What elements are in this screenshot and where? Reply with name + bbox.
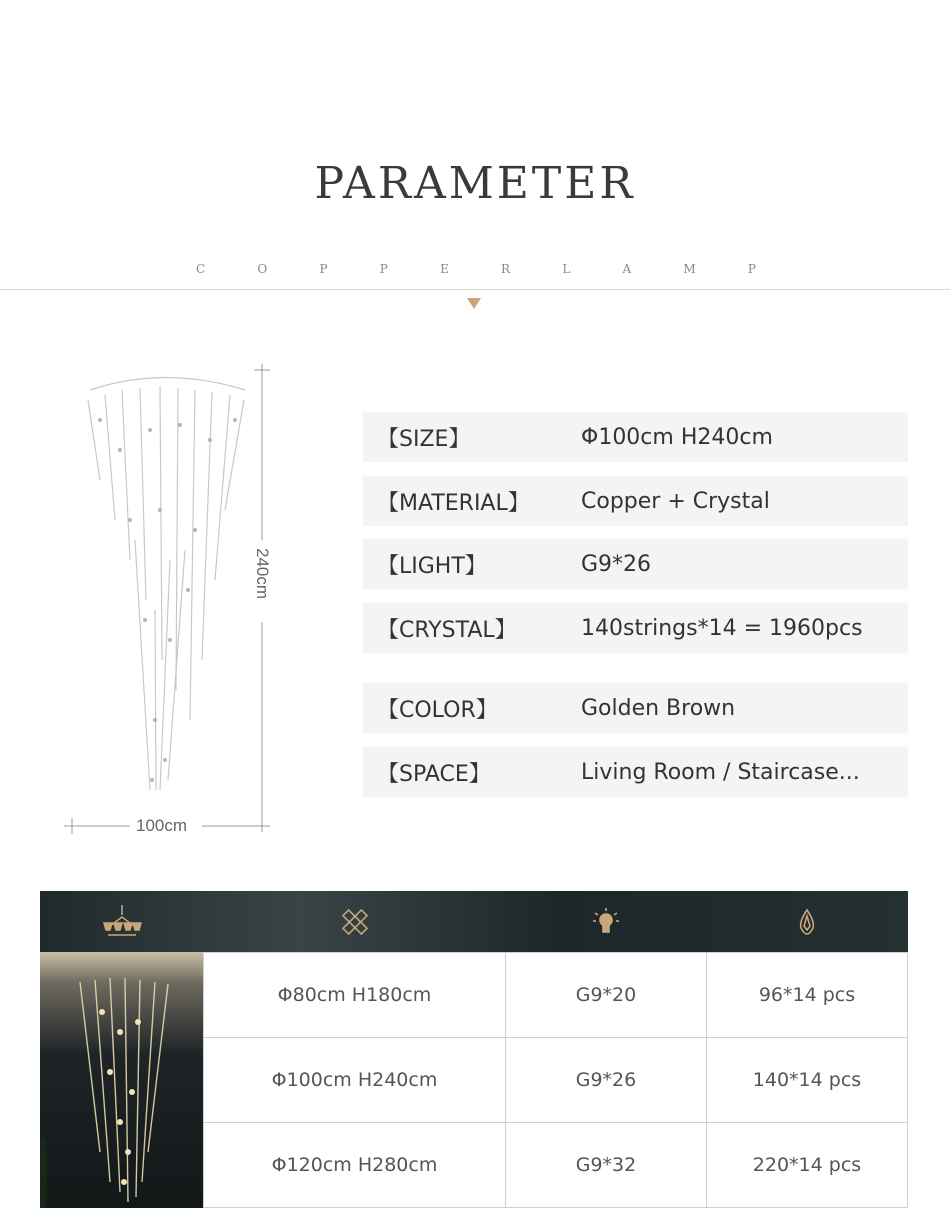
subtitle-letter: A	[622, 262, 632, 276]
table-cell-size: Φ100cm H240cm	[203, 1037, 506, 1123]
spec-value: Copper + Crystal	[581, 488, 770, 514]
subtitle-copper-lamp	[196, 262, 756, 276]
lamp-drawing	[60, 360, 290, 840]
triangle-marker-icon	[467, 298, 481, 309]
subtitle-letter: C	[196, 262, 206, 276]
spec-row-material	[363, 476, 908, 526]
page-title: PARAMETER	[314, 158, 636, 209]
height-dimension-label: 240cm	[253, 548, 272, 600]
width-dimension-label: 100cm	[136, 816, 188, 835]
subtitle-letter: L	[562, 262, 571, 276]
subtitle-letter: E	[440, 262, 449, 276]
spec-value: Golden Brown	[581, 695, 736, 721]
variants-table	[203, 952, 908, 1208]
spec-label: 【SIZE】	[377, 426, 471, 452]
spec-label: 【SPACE】	[377, 761, 491, 787]
spec-value: Φ100cm H240cm	[581, 424, 773, 450]
spec-row-color	[363, 683, 908, 733]
spec-row-space	[363, 747, 908, 797]
table-cell-size: Φ120cm H280cm	[203, 1122, 506, 1208]
ruler-icon	[203, 891, 505, 952]
chandelier-icon	[40, 891, 203, 952]
subtitle-letter: P	[379, 262, 388, 276]
spec-label: 【MATERIAL】	[377, 490, 530, 516]
subtitle-letter: P	[747, 262, 756, 276]
spec-value: Living Room / Staircase...	[581, 759, 860, 785]
table-cell-light: G9*32	[505, 1122, 707, 1208]
subtitle-letter: P	[319, 262, 328, 276]
spec-label: 【CRYSTAL】	[377, 617, 517, 643]
divider-line	[0, 289, 950, 290]
table-cell-crystal: 220*14 pcs	[706, 1122, 908, 1208]
subtitle-letter: O	[257, 262, 268, 276]
chandelier-photo	[40, 952, 203, 1208]
table-cell-light: G9*26	[505, 1037, 707, 1123]
table-cell-size: Φ80cm H180cm	[203, 952, 506, 1038]
table-cell-light: G9*20	[505, 952, 707, 1038]
table-header	[40, 891, 908, 952]
spec-row-crystal	[363, 603, 908, 653]
subtitle-letter: R	[501, 262, 511, 276]
bulb-icon	[505, 891, 706, 952]
table-cell-crystal: 140*14 pcs	[706, 1037, 908, 1123]
crystal-drop-icon	[706, 891, 908, 952]
subtitle-letter: M	[683, 262, 696, 276]
spec-value: 140strings*14 = 1960pcs	[581, 615, 863, 641]
spec-row-light	[363, 539, 908, 589]
table-cell-crystal: 96*14 pcs	[706, 952, 908, 1038]
spec-label: 【COLOR】	[377, 697, 498, 723]
spec-value: G9*26	[581, 551, 652, 577]
spec-label: 【LIGHT】	[377, 553, 487, 579]
spec-row-size	[363, 412, 908, 462]
